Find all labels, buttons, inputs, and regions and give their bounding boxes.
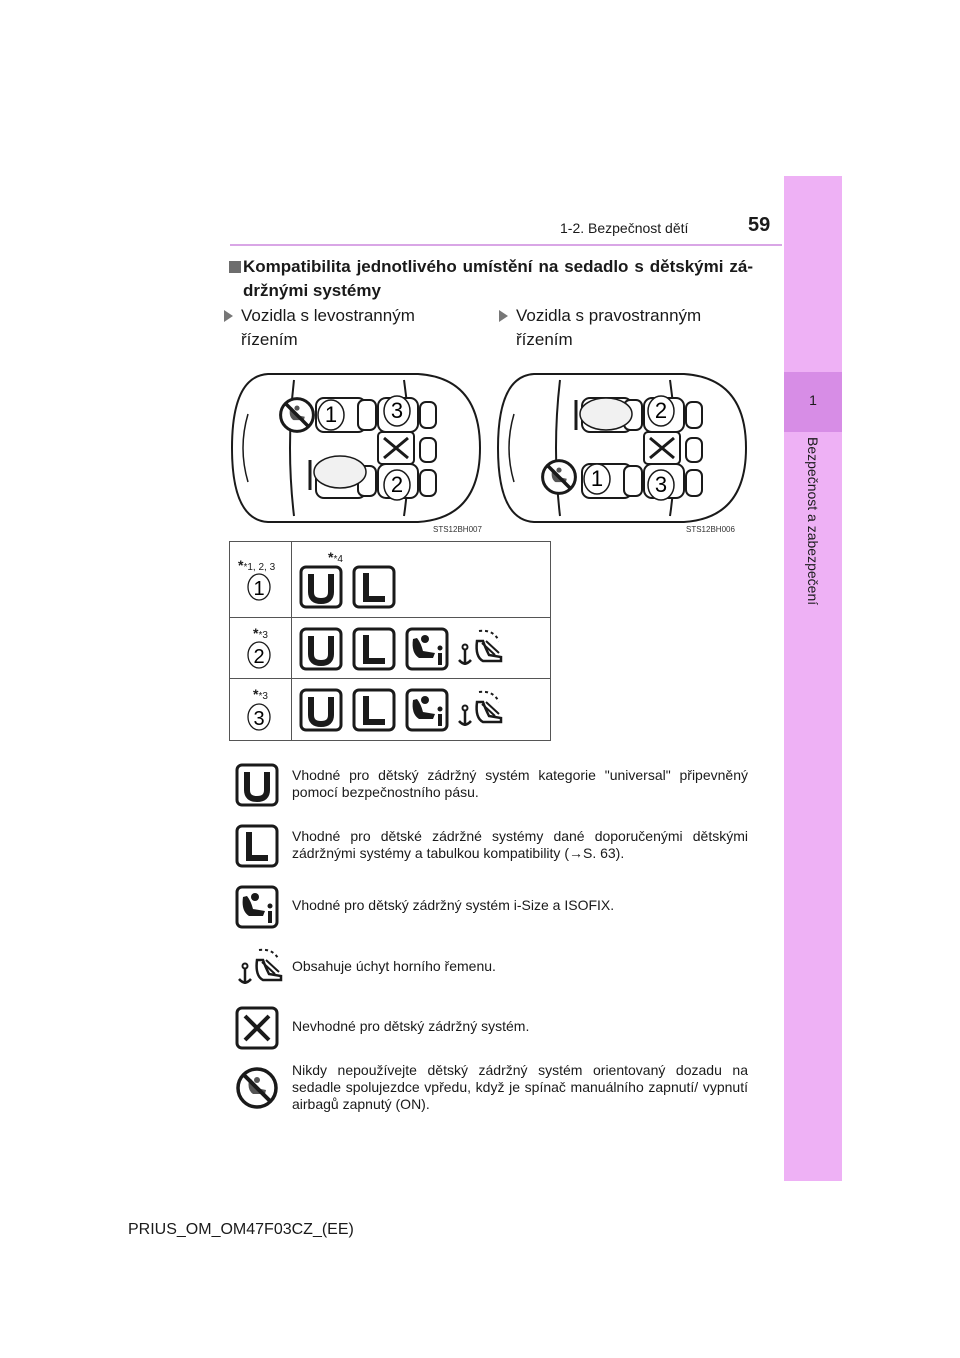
row-1-note: **1, 2, 3 — [238, 557, 276, 573]
seat-badge-3 — [246, 702, 272, 732]
chapter-number: 1 — [809, 392, 817, 408]
legend-top-tether-anchor-icon — [235, 946, 285, 990]
universal-u-icon — [299, 627, 343, 671]
recommended-l-icon — [352, 565, 396, 609]
triangle-bullet-icon — [499, 310, 508, 322]
section-heading: Kompatibilita jednotlivého umístění na sedadlo s dětskými zádržnými systémy — [243, 257, 753, 300]
seat-number-1: 1 — [590, 466, 604, 491]
seat-badge-2 — [246, 640, 272, 670]
isize-isofix-icon — [405, 688, 449, 732]
header-rule — [230, 244, 782, 246]
legend-recommended-text: Vhodné pro dětské zádržné systémy dané doporučenými dětskými zádržnými systémy a tabulkou kompatibility (→S. 63). — [292, 828, 748, 861]
legend-no-rear-facing-text: Nikdy nepoužívejte dětský zádržný systém orientovaný dozadu na sedadle spolujezdce vpředu, když je spínač manuálního zapnutí/ vypnutí airbagů zapnutý (ON). — [292, 1062, 748, 1112]
seat-number-2: 2 — [390, 472, 404, 497]
page-number: 59 — [748, 214, 771, 236]
legend-isize-text: Vhodné pro dětský zádržný systém i-Size a ISOFIX. — [292, 897, 615, 913]
legend-recommended-l-icon — [235, 824, 279, 868]
svg-text:3: 3 — [253, 708, 265, 730]
svg-text:1: 1 — [253, 578, 265, 600]
section-title: 1-2. Bezpečnost dětí — [560, 220, 689, 236]
heading-bullet-icon — [229, 261, 241, 273]
recommended-l-icon — [352, 688, 396, 732]
seat-badge-1 — [246, 572, 272, 602]
table-row-divider — [229, 678, 550, 679]
seat-number-2: 2 — [654, 398, 668, 423]
table-row-divider — [229, 617, 550, 618]
right-drive-car-diagram — [494, 368, 752, 528]
right-figure-code: STS12BH006 — [686, 525, 735, 534]
legend-not-suitable-text: Nevhodné pro dětský zádržný systém. — [292, 1018, 530, 1034]
row-2-note: **3 — [253, 625, 268, 641]
seat-number-3: 3 — [390, 398, 404, 423]
row-1-icon-note: **4 — [328, 549, 343, 565]
left-drive-heading: Vozidla s levostranným řízením — [224, 304, 441, 352]
right-drive-heading: Vozidla s pravostranným řízením — [499, 304, 716, 352]
left-figure-code: STS12BH007 — [433, 525, 482, 534]
legend-no-rear-facing-icon — [235, 1066, 279, 1110]
left-drive-car-diagram — [228, 368, 486, 528]
svg-text:2: 2 — [253, 646, 265, 668]
universal-u-icon — [299, 565, 343, 609]
chapter-title: Bezpečnost a zabezpečení — [805, 437, 821, 606]
seat-number-3: 3 — [654, 472, 668, 497]
legend-universal-u-icon — [235, 763, 279, 807]
legend-isize-isofix-icon — [235, 885, 279, 929]
isize-isofix-icon — [405, 627, 449, 671]
document-code-footer: PRIUS_OM_OM47F03CZ_(EE) — [128, 1221, 354, 1238]
top-tether-anchor-icon — [455, 627, 505, 671]
legend-anchor-text: Obsahuje úchyt horního řemenu. — [292, 958, 496, 974]
top-tether-anchor-icon — [455, 688, 505, 732]
seat-number-1: 1 — [324, 402, 338, 427]
legend-not-suitable-x-icon — [235, 1006, 279, 1050]
triangle-bullet-icon — [224, 310, 233, 322]
row-3-note: **3 — [253, 686, 268, 702]
table-divider — [291, 541, 292, 740]
universal-u-icon — [299, 688, 343, 732]
chapter-side-tab — [784, 176, 842, 1181]
recommended-l-icon — [352, 627, 396, 671]
legend-universal-text: Vhodné pro dětský zádržný systém kategorie "universal" připevněný pomocí bezpečnostního pásu. — [292, 767, 748, 800]
